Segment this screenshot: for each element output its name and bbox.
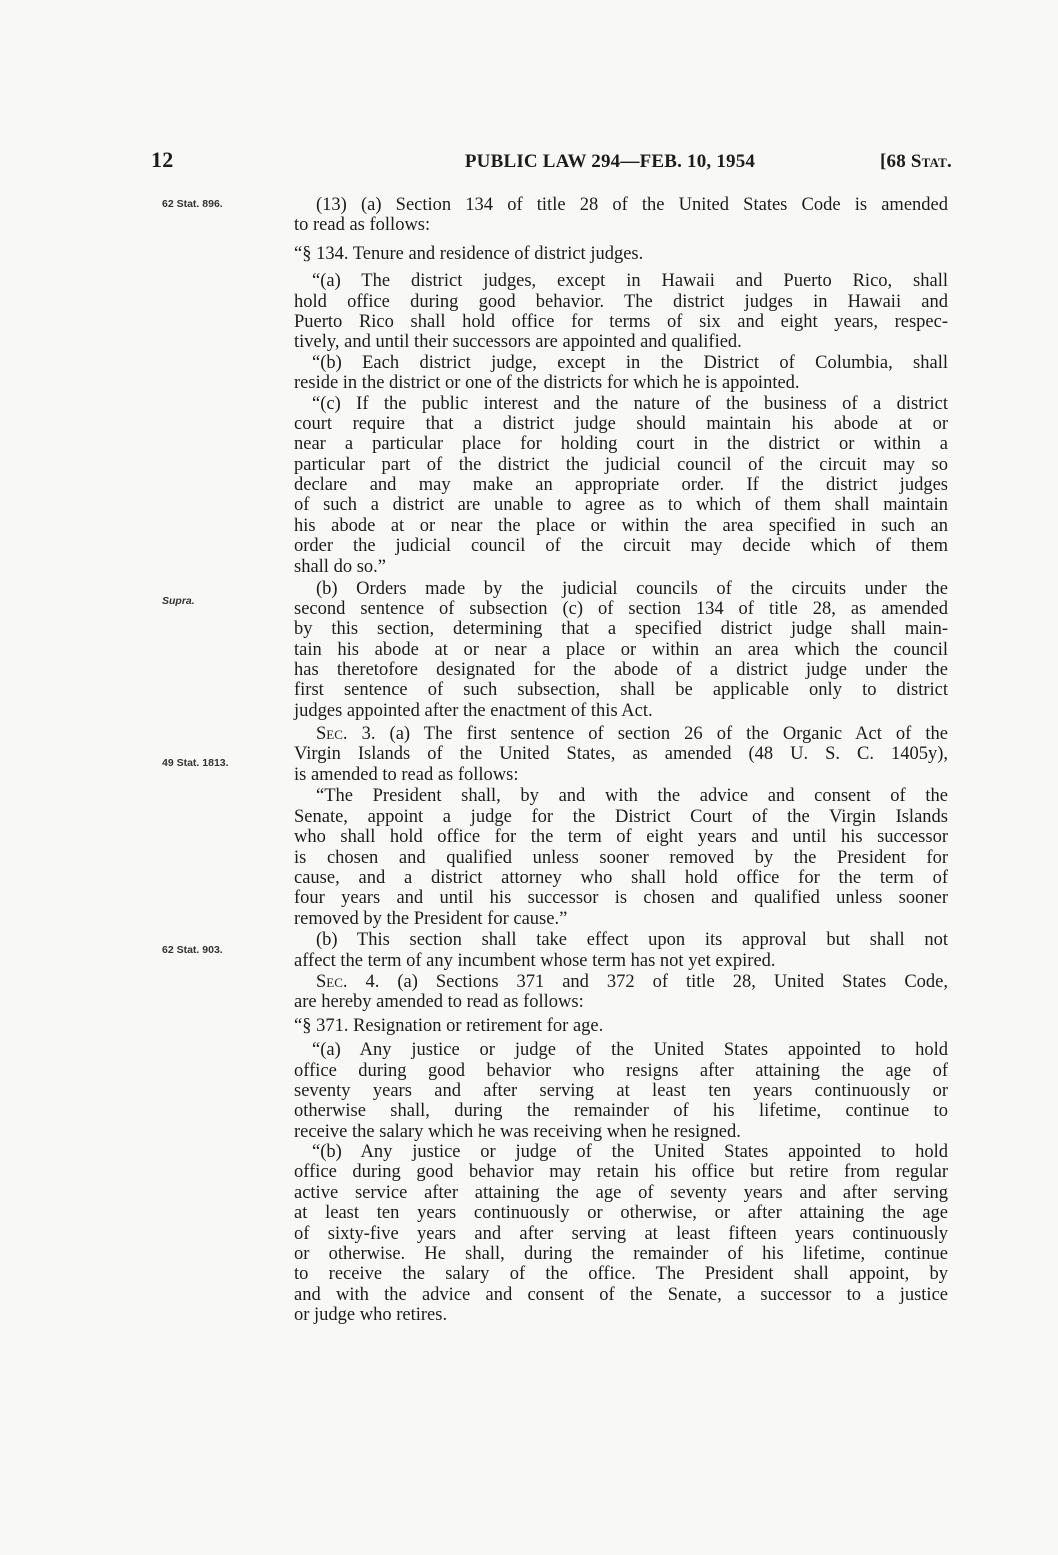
running-head: PUBLIC LAW 294—FEB. 10, 1954 [464, 151, 756, 172]
text-line: tively, and until their successors are appointed and qualified. [294, 332, 742, 353]
paragraph [294, 930, 948, 971]
body-text [294, 195, 948, 1326]
text-line: four years and until his successor is chosen and qualified unless sooner [294, 888, 948, 909]
text-line: second sentence of subsection (c) of section 134 of title 28, as amended [294, 598, 948, 619]
margin-note: 62 Stat. 896. [162, 198, 223, 210]
text-line: judges appointed after the enactment of this Act. [294, 700, 653, 721]
text-line: and with the advice and consent of the Senate, a successor to a justice [294, 1284, 948, 1305]
text-line: is chosen and qualified unless sooner removed by the President for [294, 847, 948, 868]
text-line: “§ 371. Resignation or retirement for age. [294, 1016, 604, 1037]
text-line: first sentence of such subsection, shall be applicable only to district [294, 680, 948, 701]
text-line: near a particular place for holding court in the district or within a [294, 434, 948, 455]
text-line: (b) Orders made by the judicial councils of the circuits under the [316, 578, 948, 599]
text-line: order the judicial council of the circuit may decide which of them [294, 536, 948, 557]
text-line: “The President shall, by and with the advice and consent of the [316, 786, 948, 807]
paragraph [294, 195, 948, 236]
text-line: to read as follows: [294, 215, 431, 236]
text-line: has theretofore designated for the abode of a district judge under the [294, 660, 948, 681]
text-line: or judge who retires. [294, 1305, 448, 1326]
text-line: declare and may make an appropriate order. If the district judges [294, 475, 948, 496]
text-line: affect the term of any incumbent whose term has not yet expired. [294, 950, 776, 971]
text-line: Puerto Rico shall hold office for terms of six and eight years, respec- [294, 311, 948, 332]
text-line: removed by the President for cause.” [294, 908, 568, 929]
text-line: to receive the salary of the office. The President shall appoint, by [294, 1264, 948, 1285]
text-line: Sec. 4. (a) Sections 371 and 372 of title 28, United States Code, [316, 971, 948, 992]
text-line: otherwise shall, during the remainder of his lifetime, continue to [294, 1101, 948, 1122]
text-line: court require that a district judge should maintain his abode at or [294, 413, 948, 434]
text-line: are hereby amended to read as follows: [294, 992, 584, 1013]
text-line: is amended to read as follows: [294, 764, 519, 785]
text-line: hold office during good behavior. The district judges in Hawaii and [294, 291, 948, 312]
text-line: particular part of the district the judicial council of the circuit may so [294, 454, 948, 475]
text-line: receive the salary which he was receiving when he resigned. [294, 1121, 741, 1142]
paragraph [294, 579, 948, 722]
text-line: “(b) Each district judge, except in the District of Columbia, shall [312, 352, 948, 373]
page-number: 12 [151, 147, 174, 172]
volume-reference: [68 Stat. [880, 151, 952, 172]
paragraph [294, 786, 948, 929]
paragraph [294, 353, 948, 394]
paragraph [294, 1016, 948, 1036]
text-line: “(c) If the public interest and the nature of the business of a district [312, 393, 948, 414]
paragraph [294, 972, 948, 1013]
paragraph [294, 244, 948, 264]
text-line: who shall hold office for the term of eight years and until his successor [294, 827, 948, 848]
section-label: Sec. [316, 971, 348, 992]
text-line: shall do so.” [294, 556, 386, 577]
text-line: cause, and a district attorney who shall hold office for the term of [294, 868, 948, 888]
text-line: at least ten years continuously or otherwise, or after attaining the age [294, 1203, 948, 1224]
text-line: “(a) Any justice or judge of the United States appointed to hold [312, 1040, 948, 1061]
paragraph [294, 271, 948, 353]
text-line: Sec. 3. (a) The first sentence of section 26 of the Organic Act of the [316, 723, 948, 744]
text-line: tain his abode at or near a place or within an area which the council [294, 639, 948, 660]
text-line: “(b) Any justice or judge of the United States appointed to hold [312, 1142, 948, 1163]
text-line: active service after attaining the age of seventy years and after serving [294, 1182, 948, 1203]
text-line: of such a district are unable to agree as to which of them shall maintain [294, 495, 948, 516]
text-line: his abode at or near the place or within the area specified in such an [294, 515, 948, 536]
text-line: Senate, appoint a judge for the District Court of the Virgin Islands [294, 806, 948, 827]
paragraph [294, 1040, 948, 1142]
text-line: office during good behavior may retain his office but retire from regular [294, 1162, 948, 1183]
margin-note: Supra. [162, 595, 195, 607]
text-line: (b) This section shall take effect upon its approval but shall not [316, 930, 948, 951]
text-line: reside in the district or one of the districts for which he is appointed. [294, 373, 800, 394]
text-line: “§ 134. Tenure and residence of district judges. [294, 243, 644, 264]
text-line: of sixty-five years and after serving at least fifteen years continuously [294, 1223, 948, 1244]
text-line: or otherwise. He shall, during the remainder of his lifetime, continue [294, 1244, 948, 1265]
text-line: seventy years and after serving at least ten years continuously or [294, 1080, 948, 1101]
paragraph [294, 394, 948, 578]
text-line: office during good behavior who resigns after attaining the age of [294, 1060, 948, 1081]
section-label: Sec. [316, 723, 348, 744]
paragraph [294, 1142, 948, 1326]
margin-note: 49 Stat. 1813. [162, 757, 229, 769]
text-line: “(a) The district judges, except in Hawaii and Puerto Rico, shall [312, 271, 948, 292]
text-line: (13) (a) Section 134 of title 28 of the United States Code is amended [316, 195, 948, 215]
text-line: by this section, determining that a specified district judge shall main- [294, 619, 948, 640]
margin-note: 62 Stat. 903. [162, 944, 223, 956]
paragraph [294, 724, 948, 785]
text-line: Virgin Islands of the United States, as amended (48 U. S. C. 1405y), [294, 744, 948, 765]
